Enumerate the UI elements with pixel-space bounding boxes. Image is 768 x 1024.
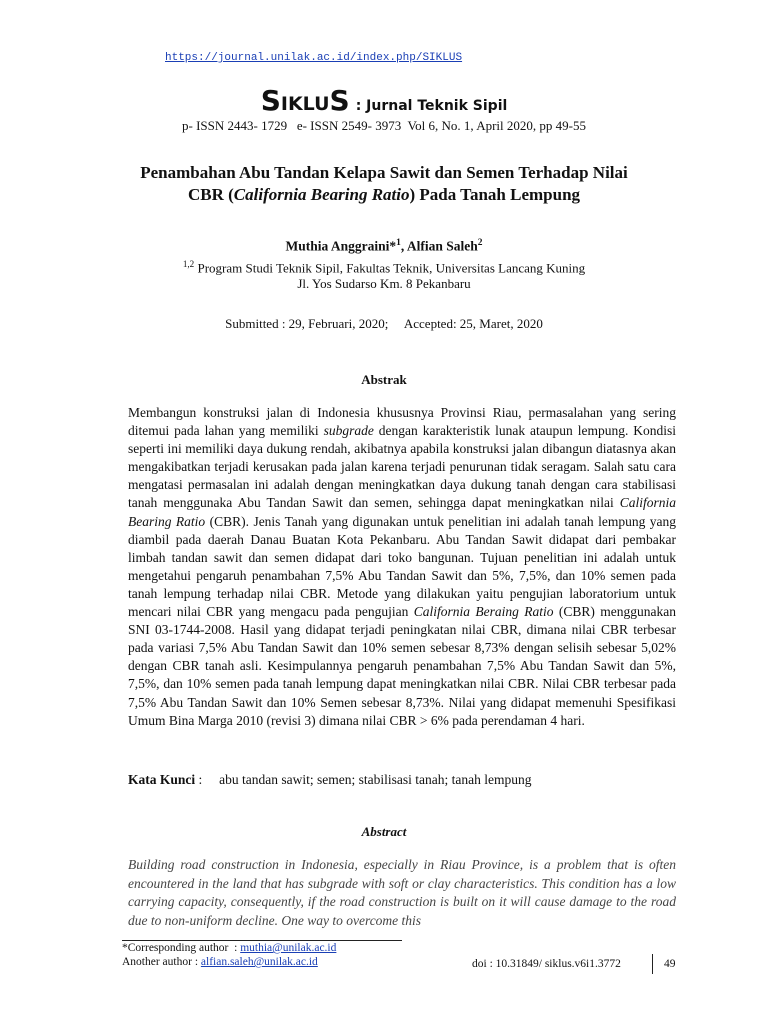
- journal-masthead: [0, 84, 768, 117]
- abstrak-part-3: (CBR). Jenis Tanah yang digunakan untuk penelitian ini adalah tanah lempung yang diambil pada daerah Danau Buatan Kota Pekanbaru. Abu Tandan Sawit didapat dari pembakar limbah tandan sawit dan semen didapat dari toko bangunan. Tujuan penelitian ini adalah untuk mengetahui pengaruh penambahan 7,5% Abu Tandan Sawit dan 5%, 7,5%, dan 10% semen pada tanah lempung terhadap nilai CBR. Metode yang dilakukan yaitu pengujian laboratorium untuk mencari nilai CBR yang mengacu pada pengujian: [128, 513, 677, 620]
- abstrak-part-4: (CBR) menggunakan SNI 03-1744-2008. Hasil yang didapat terjadi peningkatan nilai CBR, dimana nilai CBR terbesar pada variasi 7,5% Abu Tandan Sawit dan 10% semen sebesar 8,73% dengan selisih sebesar 5,02% dengan CBR tanah asli. Kesimpulannya pengaruh penambahan 7,5% Abu Tandan Sawit dan 5%, 7,5%, dan 10% semen pada tanah lempung dapat meningkatkan nilai CBR. Nilai CBR terbesar pada 7,5% Abu Tandan Sawit dan 10% Semen sebesar 8,73%. Nilai yang didapat memenuhi Spesifikasi Umum Bina Marga 2010 (revisi 3) dimana nilai CBR > 6% pada perendaman 4 hari.: [128, 604, 676, 728]
- affiliation-block: [0, 256, 768, 292]
- other-author-note: [122, 956, 318, 968]
- keywords-separator: :: [195, 772, 220, 787]
- author-2-sup: 2: [477, 238, 483, 248]
- abstrak-part-2: dengan karakteristik lunak ataupun lempung. Kondisi seperti ini memiliki daya dukung rendah, akibatnya apabila konstruksi jalan dibangun diatasnya akan mengakibatkan terjadi kerusakan pada jalan karena terjadi penurunan tidak seragam. Salah satu cara mengatasi permasalan ini adalah dengan meningkatkan daya dukung tanah dengan cara stabilisasi tanah menggunaka Abu Tandan Sawit dan semen, sehingga dapat meningkatkan nilai: [128, 423, 676, 511]
- masthead-letter-s-end: S: [329, 84, 350, 117]
- journal-url-link[interactable]: https://journal.unilak.ac.id/index.php/SIKLUS: [165, 52, 463, 64]
- title-line-1: Penambahan Abu Tandan Kelapa Sawit dan Semen Terhadap Nilai: [140, 163, 628, 182]
- keywords-label: Kata Kunci: [128, 772, 196, 787]
- title-pre: CBR (: [187, 185, 234, 204]
- corresponding-email-link[interactable]: muthia@unilak.ac.id: [240, 942, 337, 954]
- article-title: [100, 162, 668, 206]
- masthead-subtitle: : Jurnal Teknik Sipil: [355, 98, 508, 114]
- title-italic: California Bearing Ratio: [233, 185, 410, 204]
- abstrak-heading: Abstrak: [361, 372, 407, 387]
- abstrak-part-1: Membangun konstruksi jalan di Indonesia khususnya Provinsi Riau, permasalahan yang sering ditemui pada lahan yang memiliki: [128, 405, 676, 439]
- affiliation-line: [0, 256, 768, 276]
- title-post: ) Pada Tanah Lempung: [409, 185, 581, 204]
- affiliation-address: Jl. Yos Sudarso Km. 8 Pekanbaru: [297, 276, 471, 292]
- issn-line: p- ISSN 2443- 1729 e- ISSN 2549- 3973 Vol 6, No. 1, April 2020, pp 49-55: [182, 118, 586, 133]
- corresponding-label: *Corresponding author :: [122, 942, 241, 954]
- page-number: 49: [664, 958, 676, 970]
- masthead-name-middle: IKLU: [280, 93, 330, 115]
- affiliation-sup: 1,2: [182, 259, 195, 269]
- doi-text: doi : 10.31849/ siklus.v6i1.3772: [472, 958, 621, 970]
- abstrak-italic-2: California Bearing Ratio: [128, 495, 676, 529]
- other-author-label: Another author :: [122, 956, 201, 968]
- author-1-sup: 1: [396, 238, 401, 248]
- affiliation-text: Program Studi Teknik Sipil, Fakultas Teknik, Universitas Lancang Kuning: [194, 260, 586, 276]
- page-number-divider: [652, 954, 653, 974]
- footnote-divider: [122, 940, 402, 941]
- author-2: , Alfian Saleh: [400, 238, 478, 254]
- submission-dates: Submitted : 29, Februari, 2020; Accepted: 25, Maret, 2020: [225, 316, 543, 331]
- masthead-letter-s: S: [260, 84, 281, 117]
- abstrak-body: [128, 404, 676, 730]
- author-list: [0, 238, 768, 255]
- abstract-heading: Abstract: [361, 824, 407, 839]
- abstract-body: Building road construction in Indonesia, especially in Riau Province, is a problem that is often encountered in the land that has subgrade with soft or clay characteristics. This condition has a low carrying capacity, consequently, if the road construction is built on it will cause damage to the road due to non-uniform decline. One way to overcome this: [128, 857, 676, 928]
- author-1: Muthia Anggraini*: [285, 238, 397, 254]
- abstrak-italic-3: California Beraing Ratio: [413, 604, 554, 620]
- corresponding-author-note: [122, 942, 336, 954]
- other-author-email-link[interactable]: alfian.saleh@unilak.ac.id: [200, 956, 318, 968]
- title-line-2: [100, 184, 668, 206]
- abstrak-italic-1: subgrade: [323, 423, 374, 439]
- keywords-line: [128, 772, 676, 788]
- keywords-text: abu tandan sawit; semen; stabilisasi tanah; tanah lempung: [219, 772, 532, 787]
